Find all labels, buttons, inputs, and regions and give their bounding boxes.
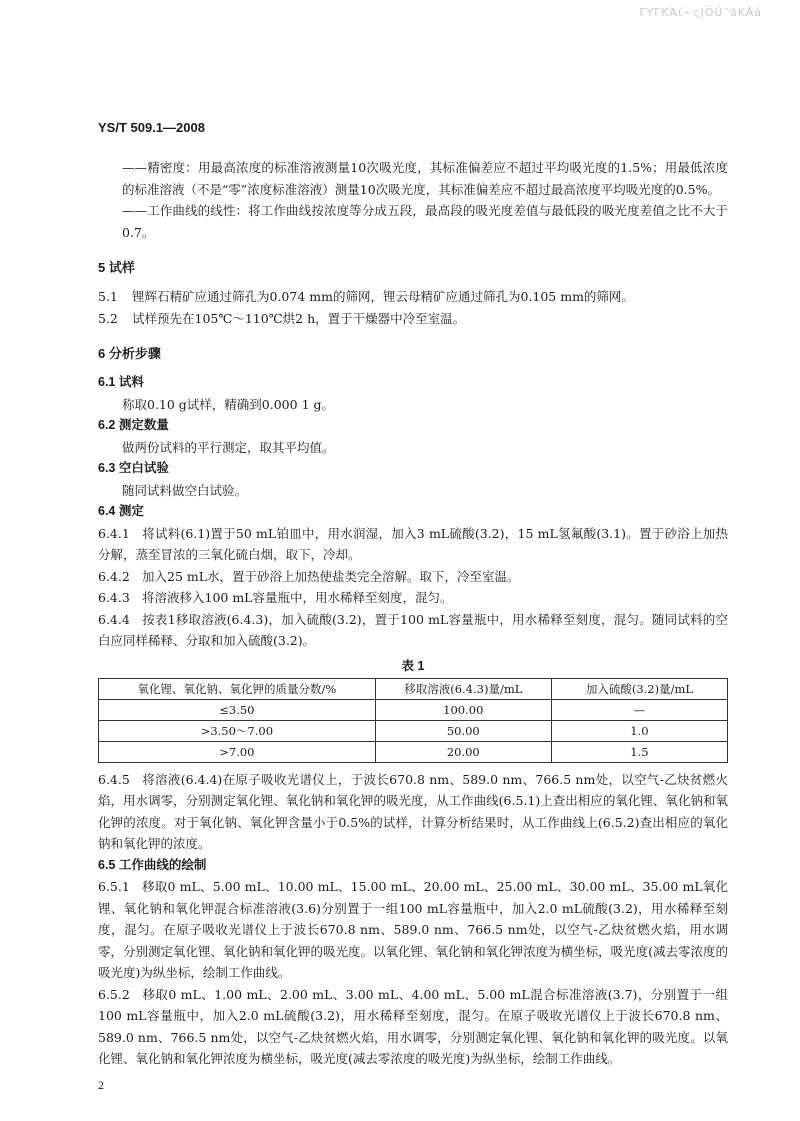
subsection-6-3-heading: 6.3 空白试验	[98, 461, 169, 475]
clause-6-4-3	[98, 587, 728, 609]
table-cell: 1.5	[551, 741, 727, 762]
dilution-table	[98, 678, 728, 763]
clause-text: 加入25 mL水，置于砂浴上加热使盐类完全溶解。取下，冷至室温。	[142, 568, 520, 584]
table-title: 表 1	[401, 658, 425, 673]
subsection-6-5-heading: 6.5 工作曲线的绘制	[98, 857, 207, 872]
clause-number: 6.4.4	[98, 611, 130, 627]
subsection-6-2-heading: 6.2 测定数量	[98, 418, 169, 432]
section-6-heading: 6 分析步骤	[98, 346, 161, 361]
clause-number: 6.4.3	[98, 590, 130, 605]
clause-text: 将试料(6.1)置于50 mL铂皿中，用水润湿，加入3 mL硫酸(3.2)，15 mL氢氟酸(3.1)。置于砂浴上加热分解，蒸至冒浓的三氧化硫白烟，取下，冷却。	[98, 525, 728, 562]
subsection-6-1-text: 称取0.10 g试样，精确到0.000 1 g。	[122, 396, 334, 412]
table-header-cell: 氧化锂、氧化钠、氧化钾的质量分数/%	[99, 678, 376, 699]
subsection-6-2-text: 做两份试料的平行测定，取其平均值。	[122, 439, 335, 455]
table-row	[99, 699, 728, 720]
table-cell: 100.00	[375, 699, 551, 720]
clause-6-5-2	[98, 984, 728, 1070]
clause-text: 移取0 mL、1.00 mL、2.00 mL、3.00 mL、4.00 mL、5.00 mL混合标准溶液(3.7)，分别置于一组100 mL容量瓶中，加入2.0 mL硫酸(3.2)，用水稀释至刻度，混匀。在原子吸收光谱仪上于波长670.8 nm、589.0 nm、766.5 nm处，以空气-乙炔贫燃火焰，用水调零，分别测定氧化锂、氧化钠和氧化钾的吸光度。以氧化锂、氧化钠和氧化钾浓度为横坐标，吸光度(减去零浓度的吸光度)为纵坐标，绘制工作曲线。	[98, 986, 728, 1066]
clause-6-5-1	[98, 876, 728, 984]
clause-number: 6.4.1	[98, 525, 130, 541]
clause-6-4-1	[98, 523, 728, 566]
table-row	[99, 720, 728, 741]
clause-6-4-2	[98, 566, 728, 588]
table-cell: >7.00	[99, 741, 376, 762]
precision-paragraph: ——精密度：用最高浓度的标准溶液测量10次吸光度，其标准偏差应不超过平均吸光度的1.5%；用最低浓度的标准溶液（不是“零”浓度标准溶液）测量10次吸光度，其标准偏差应不超过最高浓度平均吸光度的0.5%。	[122, 160, 728, 197]
clause-6-4-4	[98, 609, 728, 652]
table-header-row	[99, 678, 728, 699]
subsection-6-1-heading: 6.1 试料	[98, 375, 144, 389]
table-cell: 50.00	[375, 720, 551, 741]
table-header-cell: 移取溶液(6.4.3)量/mL	[375, 678, 551, 699]
table-cell: ≤3.50	[99, 699, 376, 720]
watermark-text: ΓΥΓΚΆί~ςJÖÜ¨äKÂá	[639, 6, 762, 19]
clause-5-1	[98, 286, 728, 308]
clause-text: 移取0 mL、5.00 mL、10.00 mL、15.00 mL、20.00 mL、25.00 mL、30.00 mL、35.00 mL氧化锂、氧化钠和氧化钾混合标准溶液(3.6)分别置于一组100 mL容量瓶中，加入2.0 mL硫酸(3.2)，用水稀释至刻度，混匀。在原子吸收光谱仪上于波长670.8 nm、589.0 nm、766.5 nm处，以空气-乙炔贫燃火焰，用水调零，分别测定氧化锂、氧化钠和氧化钾的吸光度。以氧化锂、氧化钠和氧化钾浓度为横坐标，吸光度(减去零浓度的吸光度)为纵坐标，绘制工作曲线。	[98, 879, 728, 980]
table-header-cell: 加入硫酸(3.2)量/mL	[551, 678, 727, 699]
table-cell: —	[551, 699, 727, 720]
clause-number: 6.4.5	[98, 771, 130, 787]
document-code: YS/T 509.1—2008	[98, 120, 205, 135]
table-row	[99, 741, 728, 762]
clause-text: 将溶液(6.4.4)在原子吸收光谱仪上，于波长670.8 nm、589.0 nm、766.5 nm处，以空气-乙炔贫燃火焰，用水调零，分别测定氧化锂、氧化钠和氧化钾的吸光度，从工作曲线(6.5.1)上查出相应的氧化锂、氧化钠和氧化钾的浓度。对于氧化钠、氧化钾含量小于0.5%的试样，计算分析结果时，从工作曲线上(6.5.2)查出相应的氧化钠和氧化钾的浓度。	[98, 771, 728, 851]
linearity-paragraph: ——工作曲线的线性：将工作曲线按浓度等分成五段，最高段的吸光度差值与最低段的吸光度差值之比不大于0.7。	[122, 203, 728, 240]
table-cell: 20.00	[375, 741, 551, 762]
clause-text: 锂辉石精矿应通过筛孔为0.074 mm的筛网，锂云母精矿应通过筛孔为0.105 mm的筛网。	[132, 289, 634, 304]
clause-number: 6.5.2	[98, 986, 130, 1002]
table-cell: 1.0	[551, 720, 727, 741]
subsection-6-4-heading: 6.4 测定	[98, 504, 144, 518]
clause-6-4-5	[98, 769, 728, 855]
clause-number: 5.1	[98, 289, 118, 304]
clause-text: 将溶液移入100 mL容量瓶中，用水稀释至刻度，混匀。	[142, 590, 453, 605]
section-5-heading: 5 试样	[98, 260, 135, 275]
subsection-6-3-text: 随同试料做空白试验。	[122, 482, 248, 498]
document-page	[98, 120, 728, 1070]
clause-number: 5.2	[98, 310, 118, 326]
clause-number: 6.5.1	[98, 879, 130, 894]
clause-number: 6.4.2	[98, 568, 130, 584]
clause-5-2	[98, 308, 728, 330]
page-number: 2	[98, 1078, 104, 1092]
table-cell: >3.50～7.00	[99, 720, 376, 741]
clause-text: 按表1移取溶液(6.4.3)，加入硫酸(3.2)，置于100 mL容量瓶中，用水稀释至刻度，混匀。随同试料的空白应同样稀释、分取和加入硫酸(3.2)。	[98, 611, 728, 648]
clause-text: 试样预先在105℃～110℃烘2 h，置于干燥器中冷至室温。	[132, 310, 466, 326]
